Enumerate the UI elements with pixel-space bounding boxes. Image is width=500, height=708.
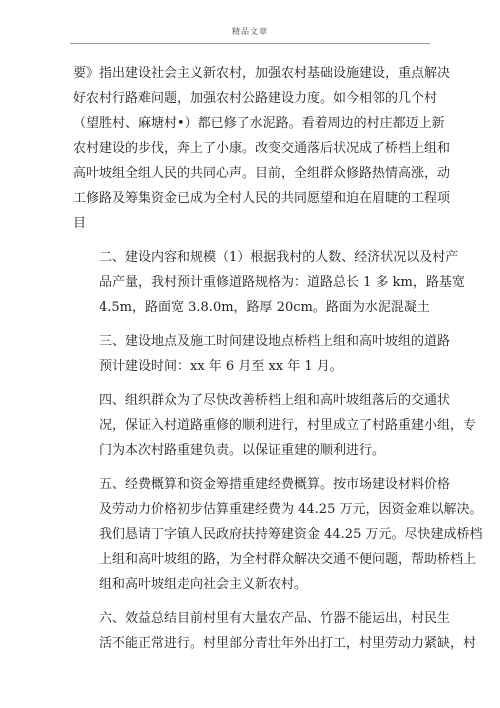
header-title: 精品文章 — [232, 27, 268, 36]
text-line: 四、组织群众为了尽快改善桥档上组和高叶坡组落后的交通状 — [99, 393, 451, 408]
paragraph — [73, 388, 477, 463]
text-line: 及劳动力价格初步估算重建经费为 44.25 万元，因资金难以解决。 — [99, 502, 483, 517]
text-line: 三、建设地点及施工时间建设地点桥档上组和高叶坡组的道路 — [99, 334, 451, 349]
paragraph — [73, 606, 477, 656]
text-line: 农村建设的步伐，奔上了小康。改变交通落后状况成了桥档上组和 — [73, 141, 451, 156]
paragraph — [73, 329, 451, 379]
text-line: 目 — [73, 216, 87, 231]
text-line: 要》指出建设社会主义新农村，加强农村基础设施建设，重点解决 — [73, 66, 451, 81]
header-divider — [70, 43, 430, 44]
text-line: 好农村行路难问题，加强农村公路建设力度。如今相邻的几个村 — [73, 91, 438, 106]
text-line: 五、经费概算和资金筹措重建经费概算。按市场建设材料价格 — [99, 477, 451, 492]
text-line: （望胜村、麻塘村•）都已修了水泥路。看着周边的村庄都迈上新 — [73, 116, 445, 131]
text-line: 我们恳请丁字镇人民政府扶持筹建资金 44.25 万元。尽快建成桥档 — [99, 527, 483, 542]
text-line: 工修路及筹集资金已成为全村人民的共同愿望和迫在眉睫的工程项 — [73, 191, 451, 206]
text-line: 4.5m，路面宽 3.8.0m，路厚 20cm。路面为水泥混凝土 — [99, 300, 430, 315]
text-line: 预计建设时间：xx 年 6 月至 xx 年 1 月。 — [99, 359, 343, 374]
text-line: 品产量，我村预计重修道路规格为：道路总长 1 多 km，路基宽 — [99, 275, 465, 290]
document-body — [73, 61, 483, 665]
text-line: 组和高叶坡组走向社会主义新农村。 — [99, 577, 308, 592]
text-line: 六、效益总结目前村里有大量农产品、竹器不能运出，村民生 — [99, 611, 451, 626]
text-line: 况，保证入村道路重修的顺利进行，村里成立了村路重建小组，专 — [99, 418, 477, 433]
text-line: 上组和高叶坡组的路，为全村群众解决交通不便问题，帮助桥档上 — [99, 552, 477, 567]
text-line: 门为本次村路重建负责。以保证重建的顺利进行。 — [99, 443, 386, 458]
text-line: 高叶坡组全组人民的共同心声。目前，全组群众修路热情高涨，动 — [73, 166, 451, 181]
page-header — [0, 0, 500, 46]
text-line: 二、建设内容和规模（1）根据我村的人数、经济状况以及村产 — [99, 250, 459, 265]
text-line: 活不能正常进行。村里部分青壮年外出打工，村里劳动力紧缺，村 — [99, 636, 477, 651]
paragraph — [73, 61, 451, 236]
paragraph — [73, 245, 465, 320]
paragraph — [73, 472, 483, 597]
